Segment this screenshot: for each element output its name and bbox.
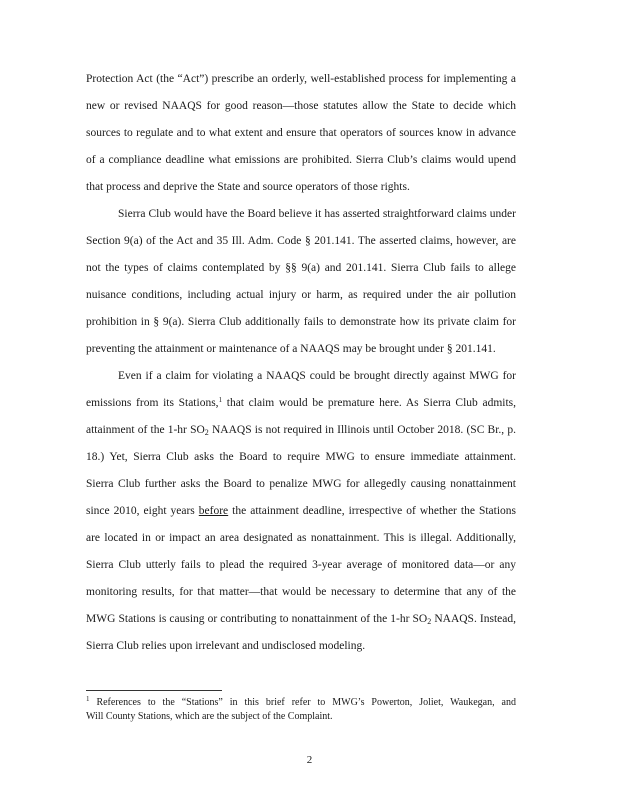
underlined-text: before [198,505,229,517]
body-text: NAAQS. Instead, [431,613,517,625]
body-line [86,612,516,626]
body-line [86,423,516,437]
body-text: that claim would be premature here. As Sierra Club admits, [226,397,517,409]
footnote-divider [86,690,222,691]
footnote-text: References to the “Stations” in this brief refer to MWG’s Powerton, Joliet, Waukegan, and [89,697,516,708]
body-line: preventing the attainment or maintenance of a NAAQS may be brought under § 201.141. [86,343,496,355]
footnote-line [86,696,516,709]
body-line [86,396,516,410]
body-line: new or revised NAAQS for good reason—those statutes allow the State to decide which [86,100,516,112]
body-line: Sierra Club would have the Board believe it has asserted straightforward claims under [118,208,516,220]
body-line: are located in or impact an area designated as nonattainment. This is illegal. Additionally, [86,532,516,544]
body-line: Sierra Club utterly fails to plead the required 3-year average of monitored data—or any [86,559,516,571]
body-line: Sierra Club further asks the Board to penalize MWG for allegedly causing nonattainment [86,478,516,490]
body-line: of a compliance deadline what emissions are prohibited. Sierra Club’s claims would upend [86,154,516,166]
body-line: prohibition in § 9(a). Sierra Club additionally fails to demonstrate how its private claim for [86,316,516,328]
body-line: Sierra Club relies upon irrelevant and undisclosed modeling. [86,640,366,652]
footnote-marker: 1 [86,695,90,703]
body-line: sources to regulate and to what extent and ensure that operators of sources know in advance [86,127,516,139]
body-text: emissions from its Stations, [86,397,219,409]
footnote-ref: 1 [218,396,223,404]
body-text: attainment of the 1-hr SO [86,424,205,436]
subscript: 2 [427,617,432,626]
body-text: MWG Stations is causing or contributing to nonattainment of the 1-hr SO [86,613,428,625]
subscript: 2 [204,428,209,437]
footnote-line: Will County Stations, which are the subject of the Complaint. [86,711,333,722]
page-number: 2 [306,754,313,766]
body-line: Even if a claim for violating a NAAQS could be brought directly against MWG for [118,370,516,382]
body-line: 18.) Yet, Sierra Club asks the Board to require MWG to ensure immediate attainment. [86,451,516,463]
body-line: nuisance conditions, including actual injury or harm, as required under the air pollution [86,289,516,301]
body-text: NAAQS is not required in Illinois until October 2018. (SC Br., p. [208,424,516,436]
body-line: monitoring results, for that matter—that would be necessary to determine that any of the [86,586,516,598]
body-line: Section 9(a) of the Act and 35 Ill. Adm. Code § 201.141. The asserted claims, however, are [86,235,516,247]
body-text: the attainment deadline, irrespective of whether the Stations [228,505,517,517]
body-line [86,504,516,518]
body-line: not the types of claims contemplated by §§ 9(a) and 201.141. Sierra Club fails to allege [86,262,516,274]
body-line: Protection Act (the “Act”) prescribe an orderly, well-established process for implementing a [86,73,516,85]
body-text: since 2010, eight years [86,505,199,517]
body-line: that process and deprive the State and source operators of those rights. [86,181,410,193]
